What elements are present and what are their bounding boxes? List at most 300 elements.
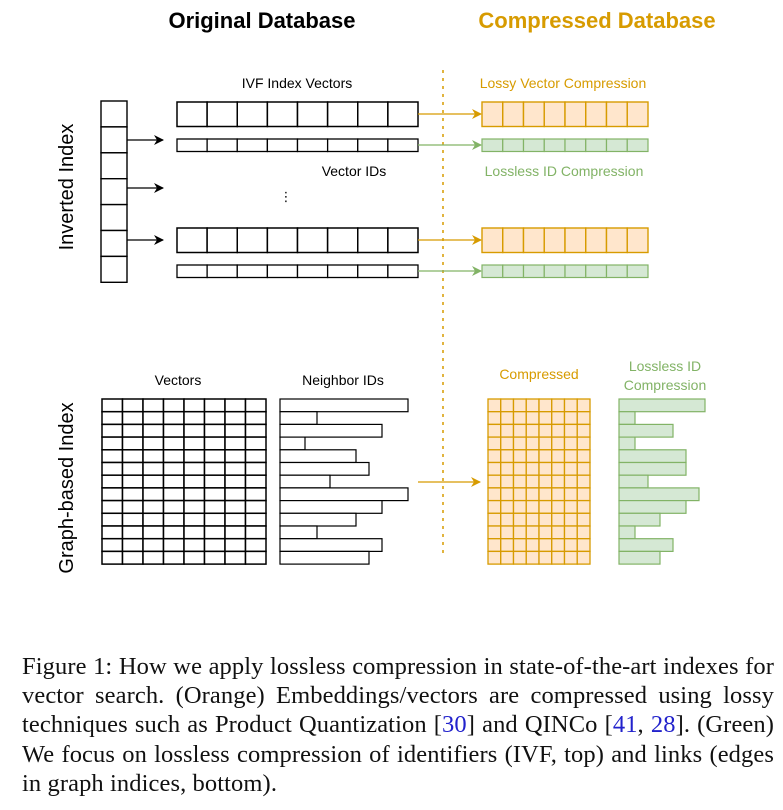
cell xyxy=(501,450,514,463)
cell xyxy=(123,450,144,463)
bucket-cell xyxy=(101,101,127,127)
vector-id-row xyxy=(177,265,418,278)
cell xyxy=(143,412,164,425)
cell xyxy=(123,463,144,476)
cell xyxy=(539,501,552,514)
cell xyxy=(501,526,514,539)
vector-ids-label: Vector IDs xyxy=(321,163,387,179)
cell xyxy=(482,139,503,152)
cell xyxy=(205,424,226,437)
cell xyxy=(488,526,501,539)
cell xyxy=(225,551,246,564)
cell xyxy=(514,399,527,412)
cell xyxy=(358,139,388,152)
cell xyxy=(552,501,565,514)
cell xyxy=(514,488,527,501)
cell xyxy=(544,139,565,152)
compressed-neighbor-list xyxy=(619,526,635,539)
cell xyxy=(184,450,205,463)
cell xyxy=(102,424,123,437)
compressed-vector-row xyxy=(488,437,590,450)
cell xyxy=(184,501,205,514)
ivf-index-vectors-label: IVF Index Vectors xyxy=(241,75,353,91)
cell xyxy=(143,475,164,488)
cell xyxy=(514,513,527,526)
cell xyxy=(514,437,527,450)
cell xyxy=(246,551,267,564)
vector-row xyxy=(102,551,266,564)
cell xyxy=(225,488,246,501)
cell xyxy=(205,488,226,501)
cell xyxy=(388,228,418,253)
cell xyxy=(586,228,607,253)
cell xyxy=(586,265,607,278)
cell xyxy=(488,399,501,412)
cell xyxy=(607,139,628,152)
compressed-vector-row xyxy=(488,551,590,564)
cell xyxy=(177,102,207,127)
cell xyxy=(627,139,648,152)
neighbor-list xyxy=(280,501,382,514)
cell xyxy=(501,412,514,425)
compressed-id-row xyxy=(482,265,648,278)
cell xyxy=(488,475,501,488)
cell xyxy=(565,139,586,152)
cell xyxy=(488,513,501,526)
cell xyxy=(102,501,123,514)
compressed-vector-row xyxy=(488,526,590,539)
cell xyxy=(539,437,552,450)
cell xyxy=(102,399,123,412)
neighbor-id-lists xyxy=(280,399,408,564)
compressed-neighbor-list xyxy=(619,437,635,450)
cell xyxy=(184,463,205,476)
cell xyxy=(544,228,565,253)
cell xyxy=(164,526,185,539)
cell xyxy=(586,102,607,127)
compressed-vector-row xyxy=(488,501,590,514)
cell xyxy=(164,450,185,463)
cell xyxy=(577,437,590,450)
cell xyxy=(143,463,164,476)
cell xyxy=(627,228,648,253)
compressed-neighbor-list xyxy=(619,450,686,463)
cell xyxy=(164,437,185,450)
cell xyxy=(514,463,527,476)
cell xyxy=(565,539,578,552)
cell xyxy=(225,501,246,514)
cell xyxy=(577,488,590,501)
cell xyxy=(164,399,185,412)
cell xyxy=(123,501,144,514)
cell xyxy=(539,539,552,552)
cell xyxy=(514,424,527,437)
cell xyxy=(143,501,164,514)
cell xyxy=(123,399,144,412)
cell xyxy=(539,399,552,412)
cell xyxy=(143,539,164,552)
cell xyxy=(164,424,185,437)
cell xyxy=(552,526,565,539)
cell xyxy=(207,265,237,278)
cell xyxy=(526,551,539,564)
ivf-vector-row xyxy=(177,102,418,127)
caption-text-mid2: , xyxy=(637,711,651,739)
cell xyxy=(388,265,418,278)
cell xyxy=(143,488,164,501)
caption-text-suffix: ]. (Green) We focus on lossless compression of identifiers (IVF, top) and links (edges in graph indices, bottom). xyxy=(22,711,774,797)
cell xyxy=(514,412,527,425)
vector-row xyxy=(102,513,266,526)
cell xyxy=(526,463,539,476)
compressed-vector-row xyxy=(488,412,590,425)
cell xyxy=(184,488,205,501)
cell xyxy=(552,450,565,463)
cell xyxy=(488,501,501,514)
cell xyxy=(225,539,246,552)
cell xyxy=(237,102,267,127)
cell xyxy=(328,265,358,278)
cell xyxy=(565,475,578,488)
cell xyxy=(539,463,552,476)
bucket-cell xyxy=(101,153,127,179)
lossless-id-compression-label: Lossless ID Compression xyxy=(484,163,644,179)
cell xyxy=(246,399,267,412)
compressed-vector-row xyxy=(488,539,590,552)
cell xyxy=(205,501,226,514)
cell xyxy=(143,513,164,526)
cell xyxy=(246,513,267,526)
cell xyxy=(102,463,123,476)
cell xyxy=(205,399,226,412)
cell xyxy=(501,463,514,476)
cell xyxy=(539,526,552,539)
cell xyxy=(526,539,539,552)
compressed-label: Compressed xyxy=(499,366,579,382)
compressed-vector-row xyxy=(488,450,590,463)
cell xyxy=(524,228,545,253)
cell xyxy=(552,488,565,501)
cell xyxy=(526,424,539,437)
cell xyxy=(164,539,185,552)
cell xyxy=(577,450,590,463)
cell xyxy=(184,399,205,412)
compressed-neighbor-list xyxy=(619,513,660,526)
lossless-id-label-line1: Lossless ID xyxy=(628,358,702,374)
cell xyxy=(565,228,586,253)
cell xyxy=(143,437,164,450)
cell xyxy=(225,437,246,450)
cell xyxy=(565,102,586,127)
cell xyxy=(488,412,501,425)
cell xyxy=(164,551,185,564)
cell xyxy=(184,424,205,437)
bucket-cell xyxy=(101,256,127,282)
cell xyxy=(524,102,545,127)
cell xyxy=(607,265,628,278)
cell xyxy=(539,424,552,437)
cell xyxy=(267,139,297,152)
vector-row xyxy=(102,501,266,514)
cell xyxy=(205,450,226,463)
cell xyxy=(358,265,388,278)
cell xyxy=(205,526,226,539)
compressed-vector-row xyxy=(488,399,590,412)
cell xyxy=(246,526,267,539)
cell xyxy=(577,551,590,564)
cell xyxy=(184,551,205,564)
cell xyxy=(565,501,578,514)
cell xyxy=(246,463,267,476)
cell xyxy=(514,501,527,514)
cell xyxy=(102,412,123,425)
citation-link-30[interactable]: 30 xyxy=(442,711,467,739)
compressed-database-heading: Compressed Database xyxy=(478,8,716,33)
cell xyxy=(577,399,590,412)
cell xyxy=(205,513,226,526)
cell xyxy=(205,463,226,476)
cell xyxy=(123,475,144,488)
cell xyxy=(577,513,590,526)
cell xyxy=(501,488,514,501)
cell xyxy=(143,399,164,412)
bucket-cell xyxy=(101,179,127,205)
bucket-cell xyxy=(101,127,127,153)
vector-row xyxy=(102,412,266,425)
citation-link-41[interactable]: 41 xyxy=(612,711,638,739)
cell xyxy=(298,265,328,278)
cell xyxy=(205,437,226,450)
compressed-neighbor-list xyxy=(619,551,660,564)
cell xyxy=(123,539,144,552)
cell xyxy=(607,228,628,253)
cell xyxy=(577,463,590,476)
cell xyxy=(143,424,164,437)
figure-caption xyxy=(22,652,774,798)
cell xyxy=(539,450,552,463)
lossy-vector-compression-label: Lossy Vector Compression xyxy=(479,75,647,91)
cell xyxy=(565,463,578,476)
cell xyxy=(246,488,267,501)
ivf-vector-row xyxy=(177,228,418,253)
cell xyxy=(246,475,267,488)
cell xyxy=(225,412,246,425)
cell xyxy=(177,265,207,278)
cell xyxy=(102,450,123,463)
cell xyxy=(205,551,226,564)
bucket-cell xyxy=(101,231,127,257)
cell xyxy=(102,551,123,564)
cell xyxy=(539,551,552,564)
cell xyxy=(184,437,205,450)
cell xyxy=(102,513,123,526)
compressed-id-row xyxy=(482,139,648,152)
cell xyxy=(544,265,565,278)
cell xyxy=(123,513,144,526)
vector-row xyxy=(102,450,266,463)
cell xyxy=(565,526,578,539)
neighbor-list xyxy=(280,539,382,552)
cell xyxy=(526,475,539,488)
cell xyxy=(565,488,578,501)
cell xyxy=(565,399,578,412)
cell xyxy=(514,539,527,552)
cell xyxy=(539,475,552,488)
cell xyxy=(246,539,267,552)
cell xyxy=(143,450,164,463)
cell xyxy=(552,437,565,450)
cell xyxy=(501,513,514,526)
cell xyxy=(482,228,503,253)
cell xyxy=(565,450,578,463)
cell xyxy=(164,501,185,514)
cell xyxy=(524,139,545,152)
cell xyxy=(388,139,418,152)
cell xyxy=(565,551,578,564)
cell xyxy=(482,265,503,278)
compressed-vector-row xyxy=(488,463,590,476)
cell xyxy=(177,139,207,152)
cell xyxy=(503,228,524,253)
original-database-heading: Original Database xyxy=(168,8,356,33)
cell xyxy=(552,412,565,425)
cell xyxy=(577,526,590,539)
cell xyxy=(267,102,297,127)
cell xyxy=(501,475,514,488)
citation-link-28[interactable]: 28 xyxy=(650,711,676,739)
compressed-vector-row xyxy=(488,513,590,526)
cell xyxy=(607,102,628,127)
vectors-label: Vectors xyxy=(154,372,202,388)
vector-row xyxy=(102,399,266,412)
cell xyxy=(225,450,246,463)
cell xyxy=(143,551,164,564)
cell xyxy=(184,475,205,488)
cell xyxy=(388,102,418,127)
compressed-neighbor-list xyxy=(619,412,635,425)
cell xyxy=(246,412,267,425)
cell xyxy=(123,412,144,425)
cell xyxy=(184,526,205,539)
cell xyxy=(246,501,267,514)
cell xyxy=(123,551,144,564)
cell xyxy=(544,102,565,127)
cell xyxy=(488,450,501,463)
cell xyxy=(514,450,527,463)
cell xyxy=(482,102,503,127)
neighbor-list xyxy=(280,475,330,488)
cell xyxy=(577,424,590,437)
neighbor-list xyxy=(280,450,356,463)
vector-row xyxy=(102,526,266,539)
cell xyxy=(577,475,590,488)
compressed-neighbor-id-lists xyxy=(619,399,705,564)
vector-row xyxy=(102,488,266,501)
cell xyxy=(225,475,246,488)
compressed-neighbor-list xyxy=(619,463,686,476)
neighbor-list xyxy=(280,412,317,425)
cell xyxy=(488,488,501,501)
neighbor-list xyxy=(280,463,369,476)
neighbor-ids-label: Neighbor IDs xyxy=(302,372,384,388)
cell xyxy=(184,412,205,425)
cell xyxy=(246,450,267,463)
cell xyxy=(267,228,297,253)
cell xyxy=(358,102,388,127)
cell xyxy=(328,139,358,152)
cell xyxy=(237,265,267,278)
cell xyxy=(577,539,590,552)
cell xyxy=(225,424,246,437)
cell xyxy=(488,551,501,564)
cell xyxy=(123,424,144,437)
cell xyxy=(102,539,123,552)
cell xyxy=(539,412,552,425)
cell xyxy=(503,102,524,127)
neighbor-list xyxy=(280,513,356,526)
cell xyxy=(526,399,539,412)
cell xyxy=(526,488,539,501)
compressed-neighbor-list xyxy=(619,475,648,488)
cell xyxy=(627,265,648,278)
cell xyxy=(514,475,527,488)
cell xyxy=(501,551,514,564)
cell xyxy=(207,228,237,253)
cell xyxy=(514,551,527,564)
cell xyxy=(577,412,590,425)
inverted-index-buckets xyxy=(101,101,163,282)
cell xyxy=(524,265,545,278)
cell xyxy=(577,501,590,514)
cell xyxy=(501,437,514,450)
cell xyxy=(143,526,164,539)
bucket-cell xyxy=(101,205,127,231)
cell xyxy=(501,539,514,552)
cell xyxy=(526,526,539,539)
cell xyxy=(526,513,539,526)
caption-text-prefix: Figure 1: How we apply lossless compression in state-of-the-art indexes for vector search. (Orange) Embeddings/vectors are compressed using lossy techniques such as Product Quantization [ xyxy=(22,653,774,739)
cell xyxy=(488,463,501,476)
compressed-neighbor-list xyxy=(619,488,699,501)
ellipsis-dots: ⋮ xyxy=(279,189,293,204)
cell xyxy=(565,437,578,450)
cell xyxy=(237,139,267,152)
vectors-grid xyxy=(102,399,266,564)
vector-row xyxy=(102,539,266,552)
cell xyxy=(552,475,565,488)
cell xyxy=(565,412,578,425)
cell xyxy=(565,513,578,526)
cell xyxy=(328,228,358,253)
caption-text-mid1: ] and QINCo [ xyxy=(466,711,613,739)
cell xyxy=(225,463,246,476)
cell xyxy=(246,424,267,437)
cell xyxy=(123,526,144,539)
cell xyxy=(552,399,565,412)
neighbor-list xyxy=(280,424,382,437)
cell xyxy=(526,450,539,463)
cell xyxy=(164,412,185,425)
cell xyxy=(298,102,328,127)
cell xyxy=(488,437,501,450)
cell xyxy=(205,539,226,552)
cell xyxy=(488,424,501,437)
cell xyxy=(328,102,358,127)
cell xyxy=(246,437,267,450)
neighbor-list xyxy=(280,437,305,450)
cell xyxy=(164,513,185,526)
lossless-id-label-line2: Compression xyxy=(623,377,707,393)
